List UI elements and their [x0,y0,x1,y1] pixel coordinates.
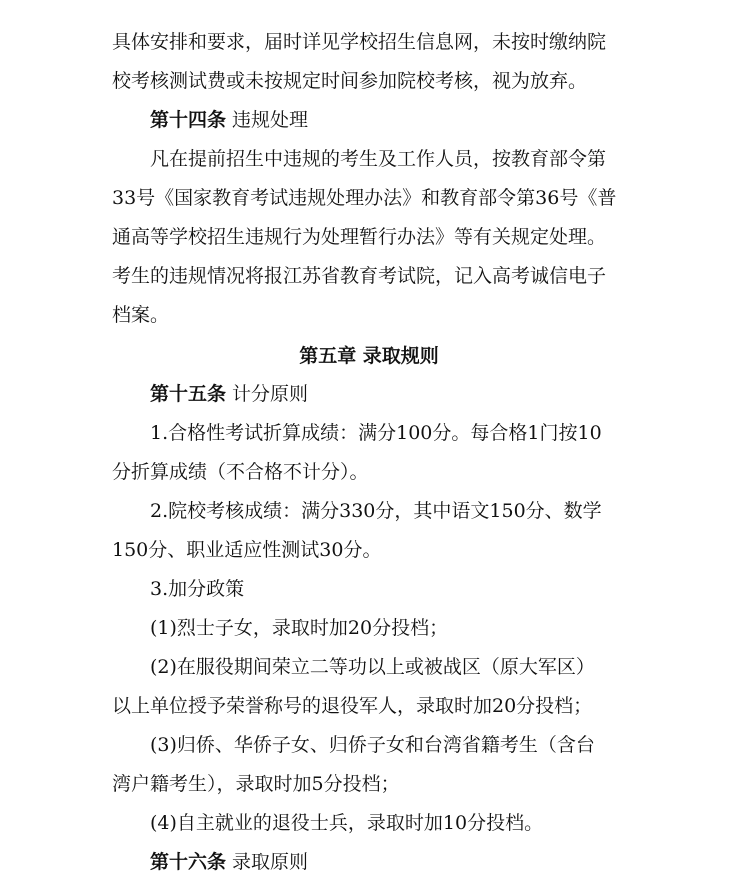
article-number: 第十四条 [150,109,227,131]
paragraph-line: 具体安排和要求，届时详见学校招生信息网，未按时缴纳院 [112,31,607,53]
article-number: 第十五条 [150,383,227,405]
paragraph-line: 档案。 [112,304,170,326]
article-heading-14 [150,107,308,133]
paragraph-line: (4)自主就业的退役士兵，录取时加10分投档。 [150,812,544,834]
paragraph-line: 1.合格性考试折算成绩：满分100分。每合格1门按10 [150,422,602,444]
paragraph-line: (3)归侨、华侨子女、归侨子女和台湾省籍考生（含台 [150,734,595,756]
paragraph-line: (1)烈士子女，录取时加20分投档； [150,617,449,639]
article-title: 录取原则 [226,851,309,873]
paragraph-line: 以上单位授予荣誉称号的退役军人，录取时加20分投档； [112,695,593,717]
article-title: 计分原则 [226,383,309,405]
paragraph-line: 通高等学校招生违规行为处理暂行办法》等有关规定处理。 [112,226,607,248]
chapter-heading: 第五章 录取规则 [299,345,439,367]
paragraph-line: 33号《国家教育考试违规处理办法》和教育部令第36号《普 [112,187,617,209]
paragraph-line: 凡在提前招生中违规的考生及工作人员，按教育部令第 [150,148,607,170]
paragraph-line: 3.加分政策 [150,578,245,600]
paragraph-line: 2.院校考核成绩：满分330分，其中语文150分、数学 [150,500,602,522]
paragraph-line: 湾户籍考生），录取时加5分投档； [112,773,400,795]
paragraph-line: (2)在服役期间荣立二等功以上或被战区（原大军区） [150,656,595,678]
paragraph-line: 分折算成绩（不合格不计分）。 [112,461,369,483]
article-title: 违规处理 [226,109,309,131]
article-number: 第十六条 [150,851,227,873]
paragraph-line: 150分、职业适应性测试30分。 [112,539,382,561]
article-heading-15 [150,381,308,407]
article-heading-16 [150,849,308,875]
paragraph-line: 校考核测试费或未按规定时间参加院校考核，视为放弃。 [112,70,588,92]
paragraph-line: 考生的违规情况将报江苏省教育考试院，记入高考诚信电子 [112,265,607,287]
